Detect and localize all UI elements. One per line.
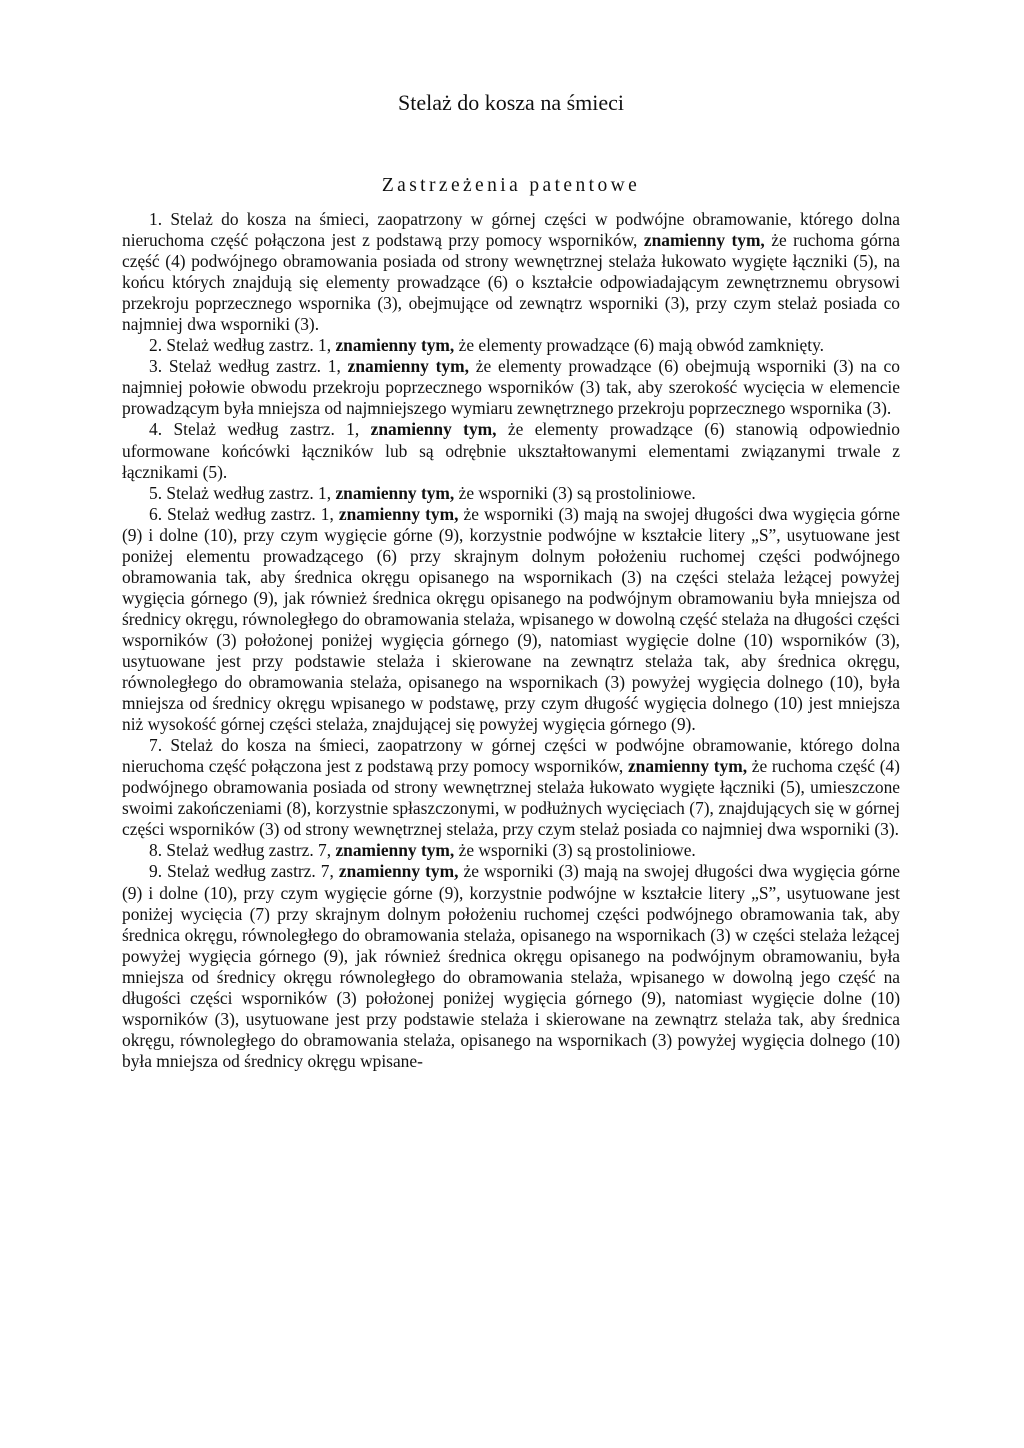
claim-9: [122, 861, 900, 1071]
claim-text: że wsporniki (3) mają na swojej długości dwa wygięcia górne (9) i dolne (10), przy czym wygięcie górne (9), korzystnie podwójne w kształcie litery „S”, usytuowane jest poniżej wycięcia (7) przy skrajnym dolnym położeniu ruchomej części podwójnego obramowania tak, aby średnica okręgu, równoległego do obramowania stelaża, opisanego na wspornikach (3) w części stelaża leżącej powyżej wygięcia górnego (9), jak również średnica okręgu opisanego na podwójnym obramowaniu, była mniejsza od średnicy okręgu równoległego do obramowania stelaża, wpisanego w dowolną jego część na długości części wsporników (3) położonej poniżej wygięcia górnego (9), natomiast wygięcie dolne (10) wsporników (3), usytuowane jest przy podstawie stelaża i skierowane na zewnątrz stelaża tak, aby średnica okręgu, równoległego do obramowania stelaża, opisanego na wspornikach (3) powyżej wygięcia dolnego (10) była mniejsza od średnicy okręgu wpisane-: [122, 861, 900, 1071]
claim-text: Stelaż według zastrz. 7,: [166, 840, 332, 861]
claim-8: [122, 840, 900, 861]
claim-text: Stelaż do kosza na śmieci, zaopatrzony w górnej części w podwójne obramowanie, którego dolna nieruchoma część połączona jest z podstawą przy pomocy wsporników,: [122, 735, 900, 777]
claim-number: 9.: [149, 861, 163, 882]
claim-text: że ruchoma część (4) podwójnego obramowania posiada od strony wewnętrznej stelaża łukowato wygięte łączniki (5), umieszczone swoimi zakończeniami (8), korzystnie spłaszczonymi, w podłużnych wycięciach (7), znajdujących się w górnej części wsporników (3) od strony wewnętrznej stelaża, przy czym stelaż posiada co najmniej dwa wsporniki (3).: [122, 756, 900, 840]
claim-text: Stelaż do kosza na śmieci, zaopatrzony w górnej części w podwójne obramowanie, którego dolna nieruchoma część połączona jest z podstawą przy pomocy wsporników,: [122, 209, 900, 251]
claim-text: Stelaż według zastrz. 1,: [167, 503, 334, 524]
document-page: [122, 88, 900, 1072]
claim-number: 7.: [149, 735, 163, 756]
claim-1: [122, 209, 900, 335]
claim-7: [122, 735, 900, 840]
claim-6: [122, 504, 900, 736]
claim-number: 2.: [149, 335, 163, 356]
claim-keyword: znamienny tym,: [335, 482, 455, 503]
claim-text: że elementy prowadzące (6) stanowią odpowiednio uformowane końcówki łączników lub są odrębnie ukształtowanymi elementami związanymi trwale z łącznikami (5).: [122, 419, 900, 482]
document-title: Stelaż do kosza na śmieci: [397, 90, 625, 115]
claim-keyword: znamienny tym,: [627, 756, 748, 777]
claim-keyword: znamienny tym,: [370, 419, 497, 440]
claim-text: że ruchoma górna część (4) podwójnego obramowania posiada od strony wewnętrznej stelaża łukowato wygięte łączniki (5), na końcu których znajdują się elementy prowadzące (6) o kształcie odpowiadającym zewnętrznemu obrysowi przekroju poprzecznego wspornika (3), obejmujące od zewnątrz wsporniki (3), przy czym stelaż posiada co najmniej dwa wsporniki (3).: [122, 230, 900, 335]
claim-number: 4.: [149, 419, 163, 440]
claim-text: Stelaż według zastrz. 1,: [166, 335, 332, 356]
claim-text: Stelaż według zastrz. 7,: [167, 861, 334, 882]
claim-text: że wsporniki (3) są prostoliniowe.: [458, 840, 696, 861]
claim-5: [122, 483, 900, 504]
claim-text: Stelaż według zastrz. 1,: [168, 356, 341, 377]
claim-text: Stelaż według zastrz. 1,: [166, 482, 332, 503]
claim-keyword: znamienny tym,: [335, 335, 455, 356]
claim-number: 3.: [149, 356, 163, 377]
claim-number: 5.: [149, 482, 163, 503]
claim-number: 8.: [149, 840, 163, 861]
document-subtitle: Zastrzeżenia patentowe: [381, 175, 641, 196]
claim-number: 1.: [149, 209, 163, 229]
claim-text: że elementy prowadzące (6) obejmują wsporniki (3) na co najmniej połowie obwodu przekroju poprzecznego wsporników (3) tak, aby szerokość wycięcia w elemencie prowadzącym była mniejsza od najmniejszego wymiaru zewnętrznego przekroju poprzecznego wspornika (3).: [122, 356, 900, 419]
claim-keyword: znamienny tym,: [338, 861, 459, 882]
claim-4: [122, 419, 900, 482]
claim-text: Stelaż według zastrz. 1,: [173, 419, 360, 440]
claim-2: [122, 335, 900, 356]
claim-keyword: znamienny tym,: [347, 356, 469, 377]
claim-number: 6.: [149, 503, 163, 524]
claim-keyword: znamienny tym,: [643, 230, 765, 251]
claim-keyword: znamienny tym,: [338, 503, 459, 524]
claim-3: [122, 356, 900, 419]
claim-text: że wsporniki (3) są prostoliniowe.: [458, 482, 696, 503]
claim-text: że wsporniki (3) mają na swojej długości dwa wygięcia górne (9) i dolne (10), przy czym wygięcie górne (9), korzystnie podwójne w kształcie litery „S”, usytuowane jest poniżej elementu prowadzącego (6) przy skrajnym dolnym położeniu ruchomej części podwójnego obramowania tak, aby średnica okręgu opisanego na wspornikach (3) na części stelaża leżącej powyżej wygięcia górnego (9), jak również średnica okręgu opisanego na podwójnym obramowaniu była mniejsza od średnicy okręgu, równoległego do obramowania stelaża, wpisanego w dowolną część stelaża na długości części wsporników (3) położonej poniżej wygięcia górnego (9), natomiast wygięcie dolne (10) wsporników (3), usytuowane jest przy podstawie stelaża i skierowane na zewnątrz stelaża tak, aby średnica okręgu, równoległego do obramowania stelaża, opisanego na wspornikach (3) powyżej wygięcia dolnego (10), była mniejsza od średnicy okręgu wpisanego w podstawę, przy czym długość wygięcia dolnego (10) jest mniejsza niż wysokość górnej części stelaża, znajdującej się powyżej wygięcia górnego (9).: [122, 503, 900, 735]
claim-text: że elementy prowadzące (6) mają obwód zamknięty.: [458, 335, 824, 356]
claim-keyword: znamienny tym,: [335, 840, 455, 861]
